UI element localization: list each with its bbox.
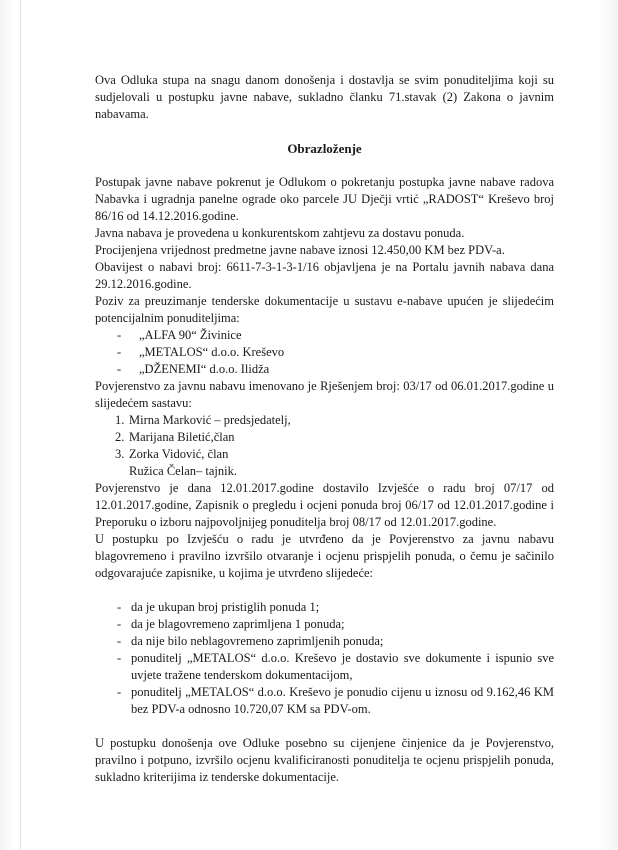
committee-list xyxy=(95,412,554,463)
paragraph-conclusion: U postupku donošenja ove Odluke posebno su cijenjene činjenice da je Povjerenstvo, pravilno i potpuno, izvršilo ocjenu kvalificiranosti ponuditelja te ocjenu prispjelih ponuda, sukladno kriterijima iz tenderske dokumentacije. xyxy=(95,736,554,784)
list-item: - „DŽENEMI“ d.o.o. Ilidža xyxy=(117,362,270,376)
list-item: - „ALFA 90“ Živinice xyxy=(117,328,242,342)
paragraph-procedure: Postupak javne nabave pokrenut je Odlukom o pokretanju postupka javne nabave radova Nabavka i ugradnja panelne ograde oko parcele JU Dječji vrtić „RADOST“ Kreševo broj 86/16 od 14.12.2016.godine. xyxy=(95,175,554,223)
list-item: - „METALOS“ d.o.o. Kreševo xyxy=(117,345,285,359)
list-item: - ponuditelj „METALOS“ d.o.o. Kreševo je dostavio sve dokumente i ispunio sve uvjete tražene tenderskom dokumentacijom, xyxy=(117,651,554,682)
paragraph-invitation: Poziv za preuzimanje tenderske dokumentacije u sustavu e-nabave upućen je slijedećim potencijalnim ponuditeljima: xyxy=(95,294,554,325)
paragraph-notice: Obavijest o nabavi broj: 6611-7-3-1-3-1/16 objavljena je na Portalu javnih nabava dana 29.12.2016.godine. xyxy=(95,260,554,291)
paragraph-type: Javna nabava je provedena u konkurentskom zahtjevu za dostavu ponuda. xyxy=(95,226,465,240)
list-item: - da je blagovremeno zaprimljena 1 ponuda; xyxy=(117,617,345,631)
list-item: - da nije bilo neblagovremeno zaprimljenih ponuda; xyxy=(117,634,384,648)
paragraph-findings-intro: U postupku po Izvješću o radu je utvrđeno da je Povjerenstvo za javnu nabavu blagovremeno i pravilno izvršilo otvaranje i ocjenu prispjelih ponuda, o čemu je sačinilo odgovarajuće zapisnike, u kojima je utvrđeno slijedeće: xyxy=(95,532,554,580)
committee-secretary: Ružica Čelan– tajnik. xyxy=(129,464,237,478)
paragraph-report: Povjerenstvo je dana 12.01.2017.godine dostavilo Izvješće o radu broj 07/17 od 12.01.2017.godine, Zapisnik o pregledu i ocjeni ponuda broj 06/17 od 12.01.2017.godine i Preporuku o izboru najpovoljnijeg ponuditelja broj 08/17 od 12.01.2017.godine. xyxy=(95,481,554,529)
bidder-list xyxy=(95,327,554,378)
findings-list xyxy=(95,599,554,718)
document-body xyxy=(95,72,554,786)
list-item: - da je ukupan broj pristiglih ponuda 1; xyxy=(117,600,320,614)
paragraph-committee: Povjerenstvo za javnu nabavu imenovano je Rješenjem broj: 03/17 od 06.01.2017.godine u slijedećem sastavu: xyxy=(95,379,554,410)
paragraph-value: Procijenjena vrijednost predmetne javne nabave iznosi 12.450,00 KM bez PDV-a. xyxy=(95,243,505,257)
section-heading: Obrazloženje xyxy=(287,141,362,156)
list-item: 3. Zorka Vidović, član xyxy=(115,447,229,461)
list-item: - ponuditelj „METALOS“ d.o.o. Kreševo je ponudio cijenu u iznosu od 9.162,46 KM bez PDV-a odnosno 10.720,07 KM sa PDV-om. xyxy=(117,685,554,716)
page-fold-line xyxy=(20,0,21,850)
intro-paragraph: Ova Odluka stupa na snagu danom donošenja i dostavlja se svim ponuditeljima koji su sudjelovali u postupku javne nabave, sukladno članku 71.stavak (2) Zakona o javnim nabavama. xyxy=(95,73,554,121)
list-item: 2. Marijana Biletić,član xyxy=(115,430,235,444)
list-item: 1. Mirna Marković – predsjedatelj, xyxy=(115,413,291,427)
